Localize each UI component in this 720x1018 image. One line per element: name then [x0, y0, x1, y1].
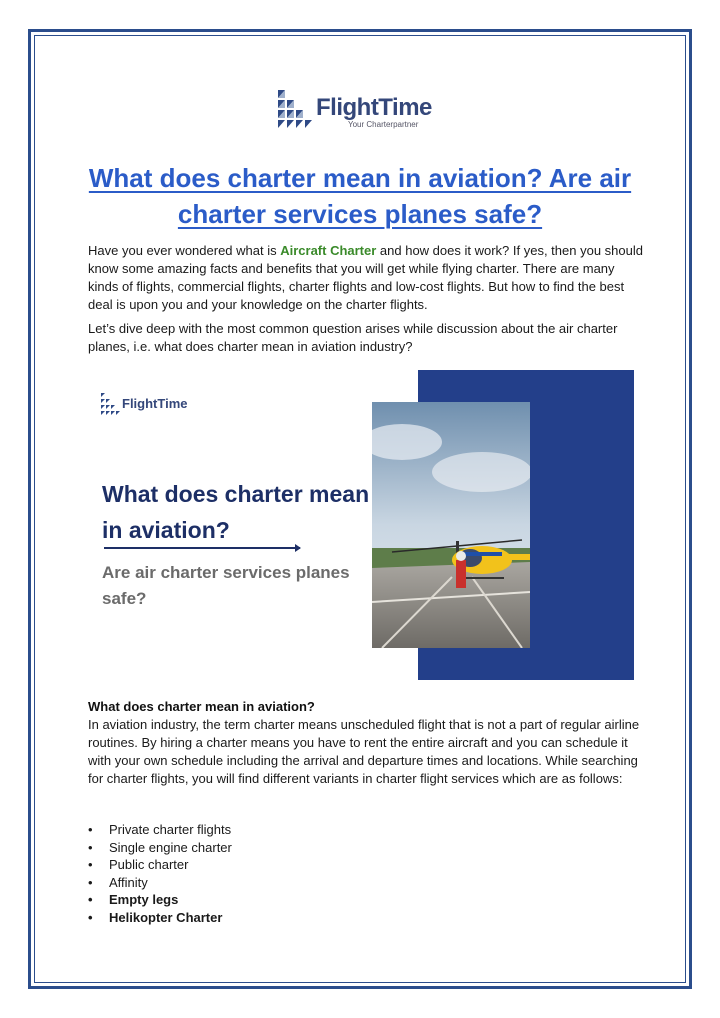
intro-paragraph-2: Let’s dive deep with the most common question arises while discussion about the air charter planes, i.e. what does charter mean in aviation industry? — [88, 321, 618, 354]
list-item: • Empty legs — [88, 891, 232, 909]
list-item: • Private charter flights — [88, 821, 232, 839]
promo-subheading: Are air charter services planes safe? — [102, 563, 350, 608]
aircraft-charter-link[interactable]: Aircraft Charter — [280, 243, 377, 258]
section-heading: What does charter mean in aviation? — [88, 699, 315, 714]
section-body: In aviation industry, the term charter means unscheduled flight that is not a part of regular airline routines. By hiring a charter means you have to rent the entire aircraft and you can schedule it with your own schedule including the arrival and departure times and locations. While searching for charter flights, you will find different variants in charter flight services which are as follows: — [88, 717, 640, 786]
flighttime-logo — [276, 88, 442, 136]
intro-paragraph: Have you ever wondered what is Aircraft Charter and how does it work? If yes, then you should know some amazing facts and benefits that you will get while flying charter. There are many kinds of flights, commercial flights, charter flights and low-cost flights. But how to find the best deal is upon you and your knowledge on the charter flights. — [88, 243, 643, 312]
promo-heading: What does charter mean in aviation? — [102, 481, 370, 543]
list-item: • Helikopter Charter — [88, 909, 232, 927]
charter-variants-list — [88, 821, 232, 927]
logo-tagline: Your Charterpartner — [348, 120, 419, 129]
logo-triangles-icon — [276, 88, 316, 134]
logo-brand: FlightTime — [316, 94, 432, 121]
arrow-icon — [104, 547, 300, 549]
promo-logo-brand: FlightTime — [122, 396, 188, 411]
promo-banner — [86, 370, 634, 680]
page-title: What does charter mean in aviation? Are air charter services planes safe? — [88, 163, 632, 229]
list-item: • Single engine charter — [88, 839, 232, 857]
helicopter-photo — [372, 402, 530, 648]
promo-logo — [100, 392, 190, 418]
promo-logo-triangles-icon — [100, 392, 122, 416]
list-item: • Public charter — [88, 856, 232, 874]
list-item: • Affinity — [88, 874, 232, 892]
